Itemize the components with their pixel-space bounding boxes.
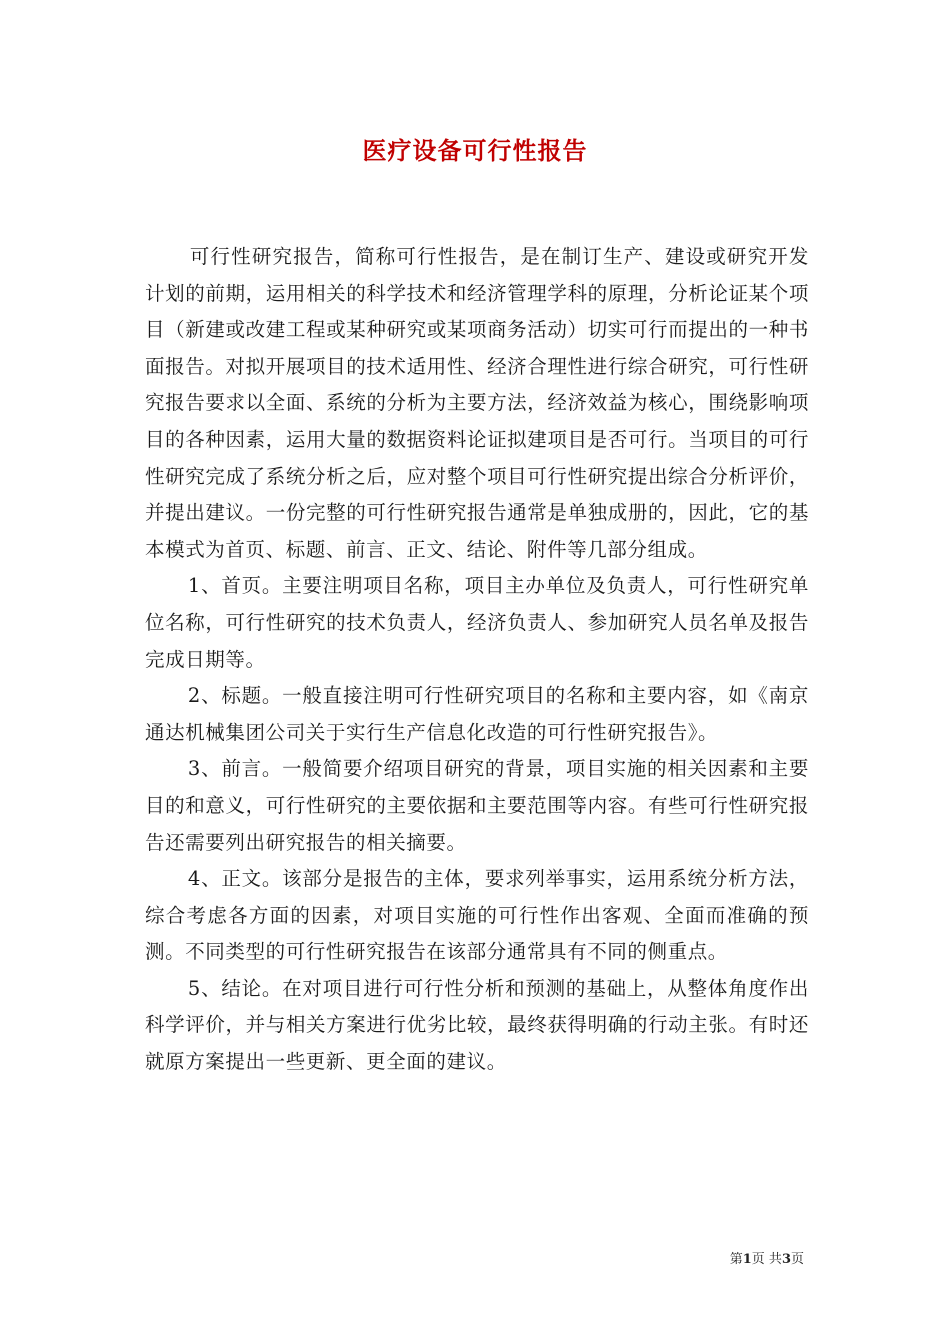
page-number-footer <box>730 1248 804 1267</box>
footer-middle: 页 共 <box>751 1252 782 1267</box>
document-body <box>145 239 809 1081</box>
paragraph-intro: 可行性研究报告，简称可行性报告，是在制订生产、建设或研究开发计划的前期，运用相关的科学技术和经济管理学科的原理，分析论证某个项目（新建或改建工程或某种研究或某项商务活动）切实可行而提出的一种书面报告。对拟开展项目的技术适用性、经济合理性进行综合研究，可行性研究报告要求以全面、系统的分析为主要方法，经济效益为核心，围绕影响项目的各种因素，运用大量的数据资料论证拟建项目是否可行。当项目的可行性研究完成了系统分析之后，应对整个项目可行性研究提出综合分析评价，并提出建议。一份完整的可行性研究报告通常是单独成册的，因此，它的基本模式为首页、标题、前言、正文、结论、附件等几部分组成。 <box>145 245 809 561</box>
paragraph-preface: 3、前言。一般简要介绍项目研究的背景，项目实施的相关因素和主要目的和意义，可行性研究的主要依据和主要范围等内容。有些可行性研究报告还需要列出研究报告的相关摘要。 <box>145 757 809 854</box>
paragraph-main-text: 4、正文。该部分是报告的主体，要求列举事实，运用系统分析方法，综合考虑各方面的因素，对项目实施的可行性作出客观、全面而准确的预测。不同类型的可行性研究报告在该部分通常具有不同的侧重点。 <box>145 867 809 964</box>
paragraph-cover-page: 1、首页。主要注明项目名称，项目主办单位及负责人，可行性研究单位名称，可行性研究的技术负责人，经济负责人、参加研究人员名单及报告完成日期等。 <box>145 574 809 671</box>
footer-prefix: 第 <box>729 1252 743 1267</box>
footer-total-pages: 3 <box>781 1252 791 1267</box>
footer-current-page: 1 <box>742 1252 752 1267</box>
paragraph-heading: 2、标题。一般直接注明可行性研究项目的名称和主要内容，如《南京通达机械集团公司关于实行生产信息化改造的可行性研究报告》。 <box>145 684 809 744</box>
footer-suffix: 页 <box>790 1252 804 1267</box>
paragraph-conclusion: 5、结论。在对项目进行可行性分析和预测的基础上，从整体角度作出科学评价，并与相关方案进行优劣比较，最终获得明确的行动主张。有时还就原方案提出一些更新、更全面的建议。 <box>145 976 809 1074</box>
document-title: 医疗设备可行性报告 <box>362 136 588 165</box>
